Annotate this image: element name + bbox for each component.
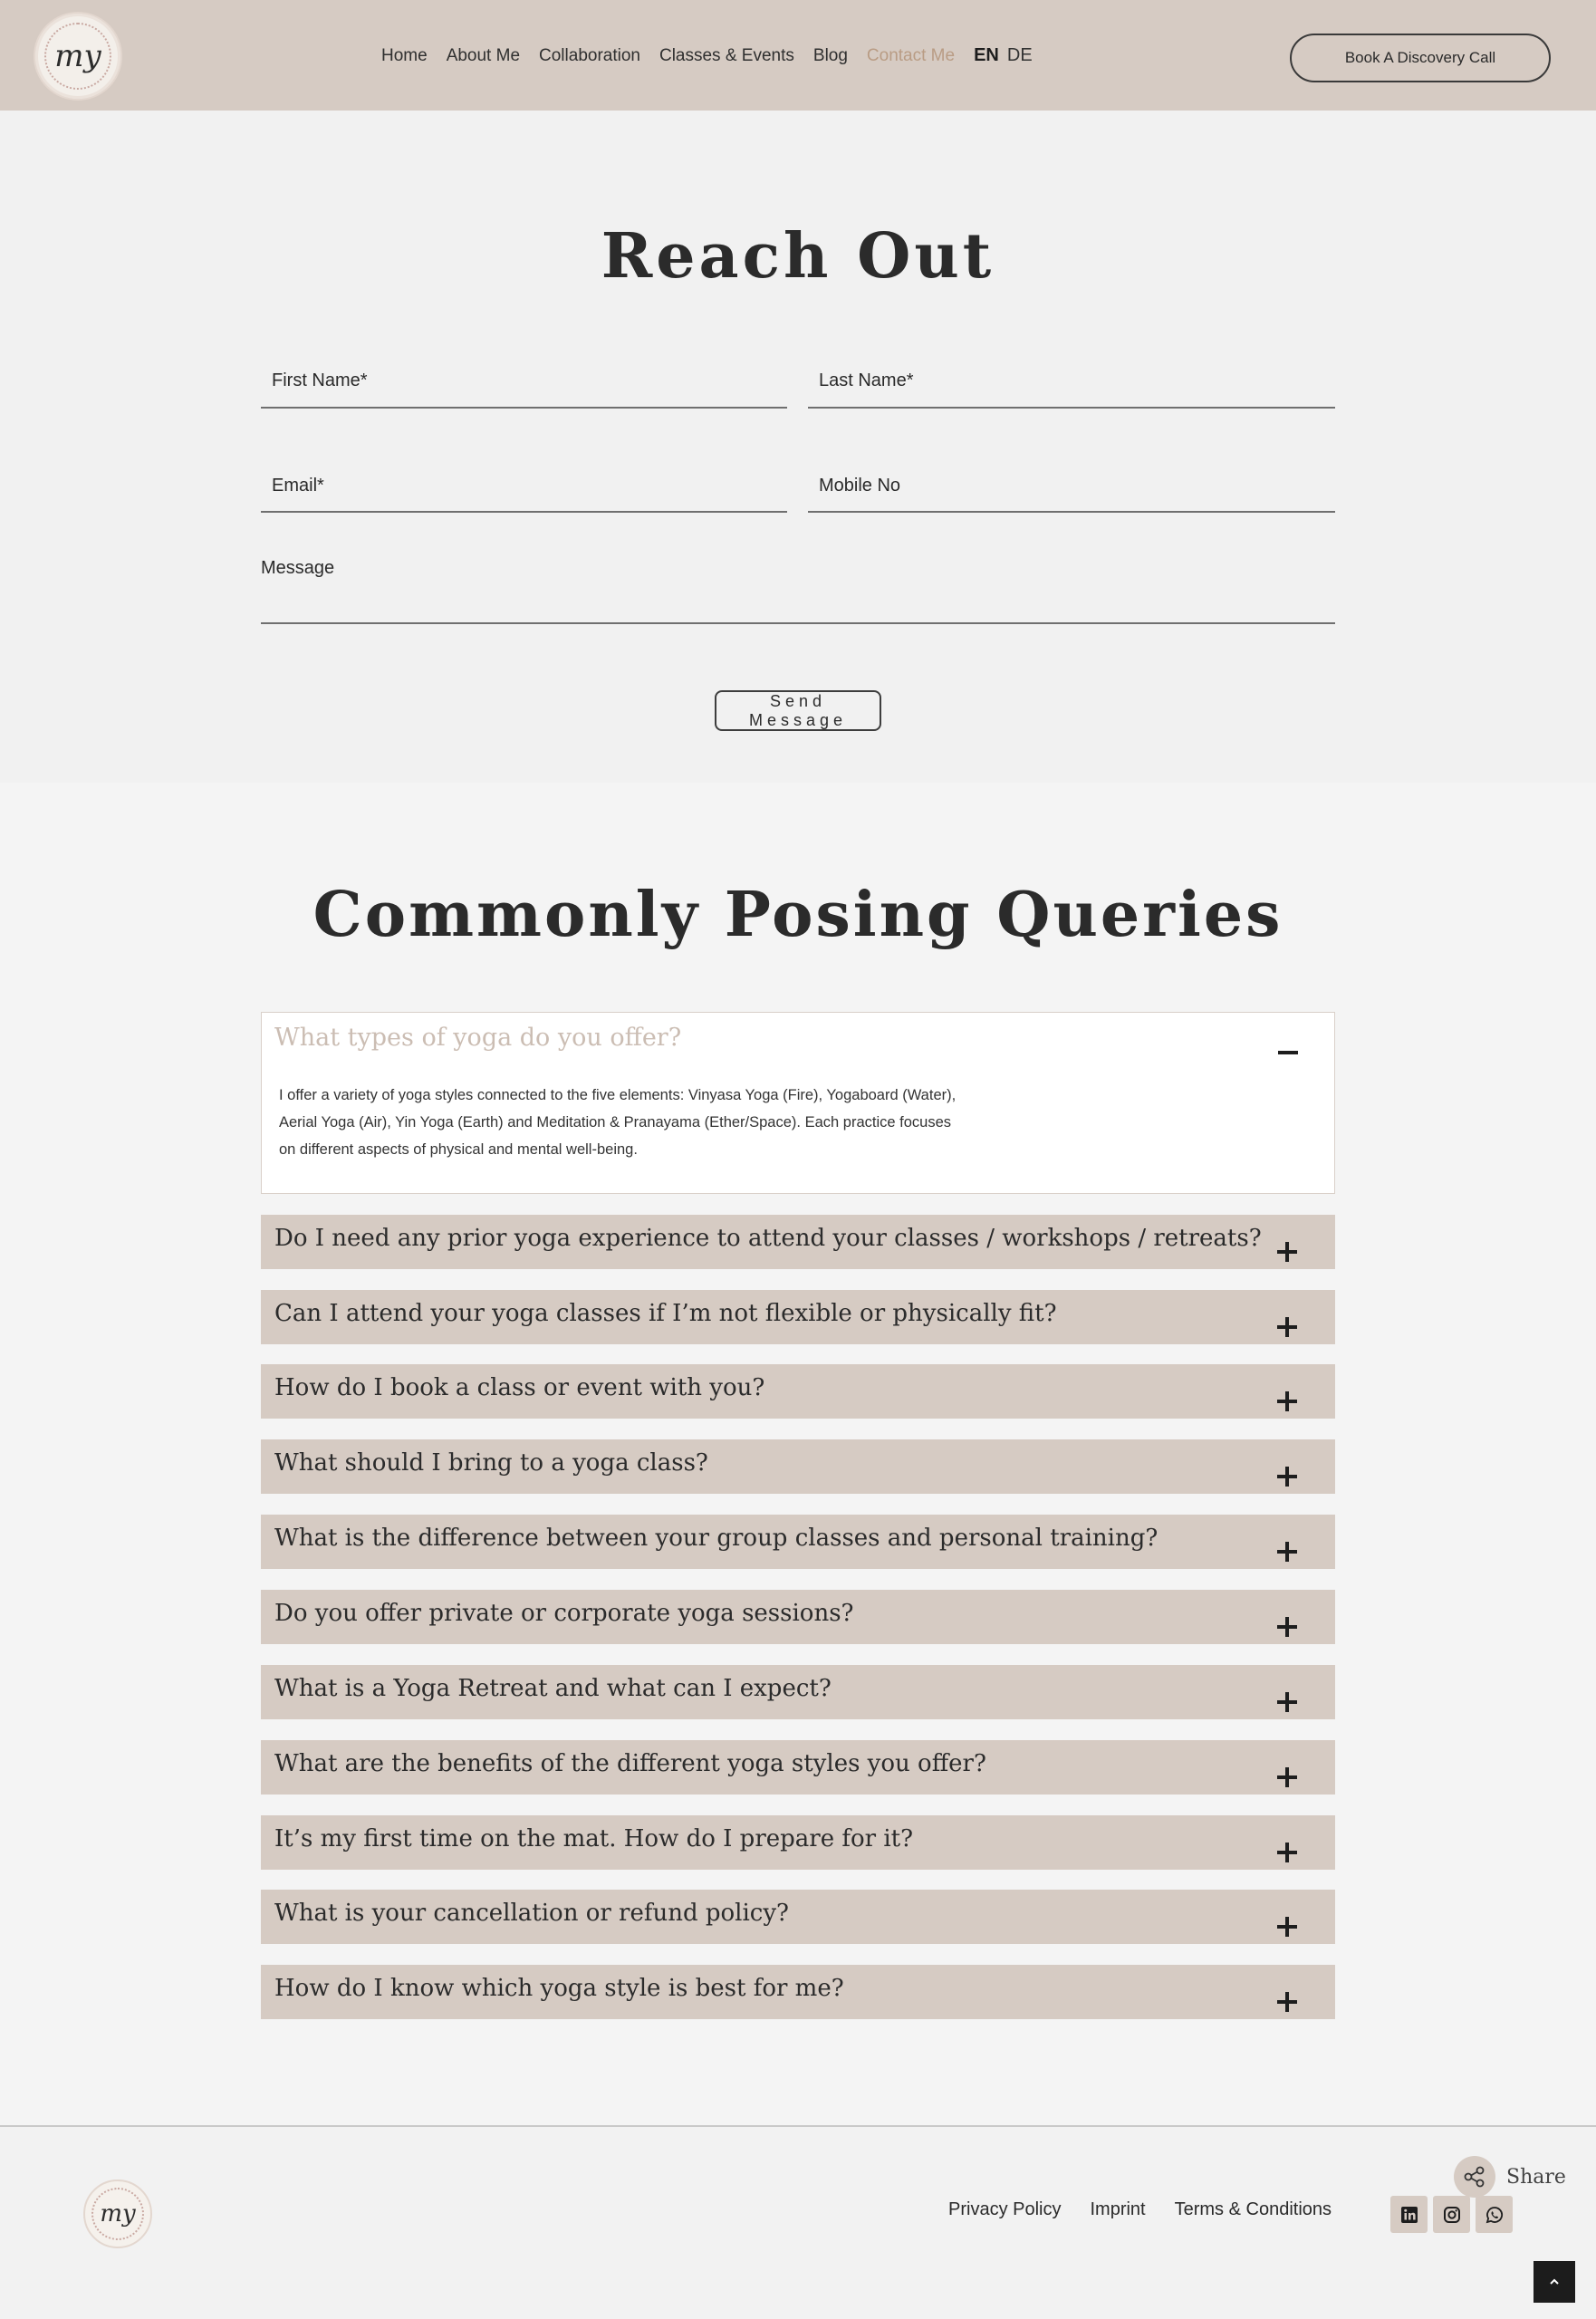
faq-title: Commonly Posing Queries [312,879,1284,951]
mobile-field [808,460,1335,513]
site-header [0,0,1596,111]
reach-out-title: Reach Out [601,220,995,293]
faq-question: What should I bring to a yoga class? [274,1449,708,1477]
nav-collaboration[interactable]: Collaboration [539,45,640,65]
expand-plus-icon[interactable] [1277,1692,1297,1712]
nav-home[interactable]: Home [381,45,428,65]
social-links [1390,2196,1513,2233]
expand-plus-icon[interactable] [1277,1917,1297,1937]
message-field [261,553,1335,624]
first-name-input[interactable] [261,355,787,407]
mobile-input[interactable] [808,460,1335,511]
faq-item[interactable] [261,1364,1335,1419]
collapse-minus-icon[interactable] [1278,1051,1298,1054]
email-input[interactable] [261,460,787,511]
faq-item[interactable] [261,1815,1335,1870]
nav-contact-me[interactable]: Contact Me [866,45,956,65]
whatsapp-icon[interactable] [1476,2196,1513,2233]
faq-item[interactable] [261,1215,1335,1269]
linkedin-icon[interactable] [1390,2196,1428,2233]
privacy-policy-link[interactable]: Privacy Policy [948,2199,1062,2219]
site-logo[interactable] [34,12,122,101]
faq-question[interactable]: What types of yoga do you offer? [274,1024,682,1052]
share-widget[interactable] [1454,2156,1566,2198]
lang-en[interactable]: EN [974,45,999,65]
send-message-button[interactable]: Send Message [715,690,881,731]
faq-item[interactable] [261,1890,1335,1944]
imprint-link[interactable]: Imprint [1090,2199,1146,2219]
email-field [261,460,787,513]
faq-question: Can I attend your yoga classes if I’m not flexible or physically fit? [274,1300,1057,1327]
expand-plus-icon[interactable] [1277,1767,1297,1787]
expand-plus-icon[interactable] [1277,1467,1297,1487]
faq-item[interactable] [261,1439,1335,1494]
faq-question: How do I book a class or event with you? [274,1374,765,1401]
faq-item-open [261,1012,1335,1194]
faq-question: What are the benefits of the different yoga styles you offer? [274,1750,986,1777]
nav-about-me[interactable]: About Me [446,45,521,65]
expand-plus-icon[interactable] [1277,1992,1297,2012]
expand-plus-icon[interactable] [1277,1617,1297,1637]
language-switcher [974,45,1033,66]
faq-item[interactable] [261,1515,1335,1569]
instagram-icon[interactable] [1433,2196,1470,2233]
nav-blog[interactable]: Blog [812,45,848,65]
expand-plus-icon[interactable] [1277,1542,1297,1562]
faq-question: Do you offer private or corporate yoga sessions? [274,1600,854,1627]
faq-question: It’s my first time on the mat. How do I prepare for it? [274,1825,914,1852]
faq-item[interactable] [261,1290,1335,1344]
nav-classes-events[interactable]: Classes & Events [659,45,794,65]
faq-question: What is the difference between your group classes and personal training? [274,1525,1159,1552]
share-icon[interactable] [1454,2156,1495,2198]
scroll-to-top-button[interactable] [1534,2261,1575,2303]
faq-item[interactable] [261,1965,1335,2019]
faq-question: Do I need any prior yoga experience to attend your classes / workshops / retreats? [274,1225,1262,1252]
first-name-field [261,355,787,409]
expand-plus-icon[interactable] [1277,1391,1297,1411]
contact-section [0,111,1596,783]
last-name-input[interactable] [808,355,1335,407]
faq-answer: I offer a variety of yoga styles connected to the five elements: Vinyasa Yoga (Fire), Yogaboard (Water), Aerial Yoga (Air), Yin Yoga (Earth) and Meditation & Pranayama (Ether/Space). Each practice focuses on different aspects of physical and mental well-being. [279,1087,957,1158]
main-nav [381,45,1033,66]
terms-conditions-link[interactable]: Terms & Conditions [1174,2199,1332,2219]
book-discovery-call-button[interactable]: Book A Discovery Call [1290,34,1551,82]
lang-de[interactable]: DE [1006,45,1033,65]
faq-question: What is your cancellation or refund policy? [274,1900,790,1927]
expand-plus-icon[interactable] [1277,1242,1297,1262]
faq-item[interactable] [261,1665,1335,1719]
expand-plus-icon[interactable] [1277,1317,1297,1337]
footer-links [948,2199,1332,2220]
last-name-field [808,355,1335,409]
site-footer [0,2125,1596,2319]
logo-monogram-icon: my [54,38,101,74]
logo-monogram-icon: my [100,2200,136,2228]
footer-logo[interactable] [83,2179,152,2248]
faq-question: How do I know which yoga style is best for me? [274,1975,844,2002]
faq-question: What is a Yoga Retreat and what can I expect? [274,1675,832,1702]
faq-item[interactable] [261,1740,1335,1795]
message-input[interactable] [261,553,1335,622]
expand-plus-icon[interactable] [1277,1843,1297,1862]
faq-item[interactable] [261,1590,1335,1644]
chevron-up-icon [1547,2275,1562,2289]
share-label: Share [1506,2165,1566,2189]
